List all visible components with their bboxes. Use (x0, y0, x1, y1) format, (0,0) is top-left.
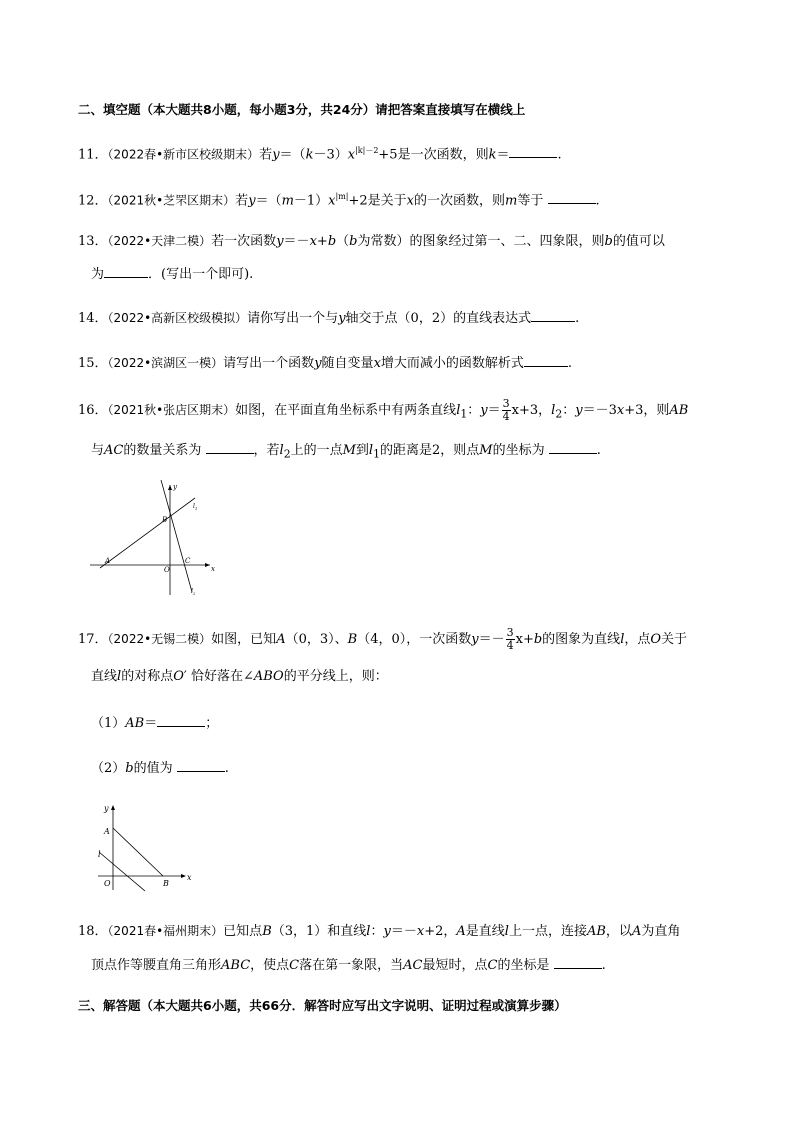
var-l: l (551, 403, 556, 418)
var-ac: AC (403, 958, 423, 973)
l1-label: $l_1$ (193, 503, 198, 511)
text: ＝（ (255, 193, 282, 209)
var-m: m (505, 193, 518, 209)
exponent: |k|－2 (355, 146, 379, 155)
text: －3） (313, 147, 348, 163)
point-b-label: B (163, 879, 169, 888)
text: 上一点，连接 (508, 924, 587, 939)
text: 的数量关系为 (123, 443, 206, 458)
question-16-line2 (91, 440, 601, 464)
var-k: k (305, 147, 314, 163)
question-17-part2 (91, 758, 229, 778)
var-o: O (650, 632, 662, 647)
var-y: y (338, 311, 346, 326)
figure-16-graph (90, 480, 220, 600)
text: ＝－3 (582, 403, 617, 418)
answer-blank[interactable] (509, 144, 557, 158)
question-number: 14． (78, 311, 108, 326)
var-b: B (262, 924, 272, 939)
text: 到 (355, 443, 369, 458)
answer-blank[interactable] (531, 308, 575, 322)
y-label: y (104, 804, 109, 813)
text: （3，1）和直线 (271, 924, 367, 939)
var-x: x (416, 924, 425, 939)
section-3-heading: 三、解答题（本大题共6小题，共66分．解答时应写出文字说明、证明过程或演算步骤） (78, 998, 567, 1013)
var-x: x (616, 403, 625, 418)
question-number: 18． (78, 924, 108, 939)
text: 请你写出一个与 (247, 311, 339, 326)
text: ，以 (605, 924, 632, 939)
figure-17-graph (93, 800, 203, 892)
var-y: y (480, 403, 488, 418)
text: 为常数）的图象经过第一、二、四象限，则 (357, 234, 605, 249)
var-b: b (533, 632, 543, 647)
text: +3，则 (624, 403, 670, 418)
var-x: x (373, 356, 381, 371)
text: ＝－ (283, 234, 310, 249)
question-number: 15． (78, 356, 108, 371)
point-b-label: B (162, 516, 168, 524)
origin-label: O (164, 566, 170, 574)
var-l: l (117, 669, 122, 684)
y-axis-arrow (111, 805, 115, 810)
var-m: M (342, 443, 356, 458)
question-15 (78, 353, 572, 373)
var-b: B (347, 632, 358, 647)
var-m: M (479, 443, 493, 458)
var-l: l (504, 924, 509, 939)
denominator: 4 (502, 410, 510, 423)
point-a-label: A (104, 827, 110, 836)
answer-blank[interactable] (548, 190, 596, 204)
question-11 (78, 142, 562, 164)
var-l: l (279, 443, 284, 458)
text: 是直线 (465, 924, 505, 939)
text: ； (205, 716, 219, 731)
text: 的图象为直线 (542, 632, 621, 647)
point-c-label: C (185, 557, 191, 565)
question-source: （2022•无锡二模） (107, 632, 212, 646)
subscript: 2 (283, 447, 291, 461)
var-b: b (327, 234, 337, 249)
subscript: 1 (373, 447, 380, 461)
numerator: 3 (506, 626, 514, 639)
text: ： (467, 403, 481, 418)
text: 已知点 (223, 924, 263, 939)
var-x: x (406, 193, 415, 209)
var-l: l (368, 443, 374, 458)
text: 如图，已知 (211, 632, 277, 647)
text: 上的一点 (290, 443, 343, 458)
question-source: （2021秋•张店区期末） (107, 403, 236, 417)
fraction (502, 398, 511, 423)
var-x: x (309, 234, 317, 249)
text: 为直角 (641, 924, 681, 939)
text: ＝－ (390, 924, 417, 939)
question-source: （2022•天津二模） (107, 234, 212, 248)
question-12 (78, 188, 600, 210)
text: 的值为 (133, 761, 177, 776)
text: 等于 (517, 193, 548, 209)
var-b: b (125, 761, 134, 776)
question-number: 17． (78, 632, 108, 647)
var-y: y (314, 356, 322, 371)
text: 增大而减小的函数解析式 (380, 356, 524, 371)
question-13 (78, 232, 665, 251)
question-number: 13． (78, 234, 108, 249)
var-c: C (289, 958, 300, 973)
var-y: y (575, 403, 583, 418)
x-label: x (187, 873, 192, 882)
var-ab: AB (586, 924, 606, 939)
question-17 (78, 627, 687, 652)
x-label: x (211, 565, 215, 573)
var-b: b (604, 234, 613, 249)
var-abo: ABO (253, 669, 284, 684)
question-source: （2021秋•芝罘区期末） (107, 193, 236, 208)
text: ′ 恰好落在∠ (183, 669, 254, 684)
var-o: O (173, 669, 184, 684)
text: . (601, 958, 606, 973)
var-k: k (488, 147, 497, 163)
var-ab: AB (669, 403, 689, 418)
subscript: 2 (555, 407, 563, 421)
text: 的一次函数，则 (414, 193, 506, 209)
origin-label: O (104, 879, 111, 888)
question-14 (78, 308, 579, 328)
point-a-label: A (105, 557, 111, 565)
text: 为 (91, 267, 105, 282)
var-l: l (456, 403, 461, 418)
question-17-part1 (91, 713, 218, 733)
text: ＝ (487, 403, 501, 418)
text: ．(写出一个即可). (148, 267, 254, 282)
var-c: C (487, 958, 498, 973)
text: 的距离是2，则点 (379, 443, 480, 458)
text: 顶点作等腰直角三角形 (91, 958, 222, 973)
text: （2） (91, 761, 126, 776)
text: ： (370, 924, 384, 939)
text: 轴交于点（0，2）的直线表达式 (345, 311, 532, 326)
text: . (596, 443, 601, 458)
var-x: x (328, 193, 336, 209)
text: 若 (235, 193, 249, 209)
var-y: y (276, 234, 284, 249)
question-source: （2022•高新区校级模拟） (107, 311, 248, 325)
var-b: b (349, 234, 358, 249)
text: . (595, 193, 600, 209)
answer-blank[interactable] (206, 440, 254, 454)
var-y: y (471, 632, 479, 647)
segment-ab (113, 828, 163, 876)
answer-blank[interactable] (157, 713, 205, 727)
text: . (575, 311, 580, 326)
question-18 (78, 922, 680, 941)
text: . (567, 356, 573, 371)
subscript: 1 (460, 407, 468, 421)
x-axis-arrow (205, 563, 210, 567)
var-a: A (631, 924, 642, 939)
numerator: 3 (502, 397, 510, 410)
text: . (224, 761, 229, 776)
l2-label: $l_2$ (191, 588, 196, 596)
text: 随自变量 (321, 356, 374, 371)
text: ＝（ (279, 147, 306, 163)
text: －1） (293, 193, 329, 209)
text: ＝ (496, 147, 510, 163)
var-l: l (620, 632, 625, 647)
answer-blank[interactable] (554, 955, 602, 969)
text: ，使点 (250, 958, 290, 973)
text: 最短时，点 (422, 958, 488, 973)
text: +2， (424, 924, 457, 939)
question-source: （2021春•福州期末） (107, 924, 224, 938)
text: ： (562, 403, 576, 418)
text: +5是一次函数，则 (378, 147, 489, 163)
text: 的坐标是 (497, 958, 554, 973)
text: 的对称点 (121, 669, 174, 684)
answer-blank[interactable] (524, 353, 568, 367)
text: （ (336, 234, 350, 249)
text: （1） (91, 716, 126, 731)
question-number: 16． (78, 403, 108, 418)
var-ab: AB (125, 716, 145, 731)
text: +2是关于 (348, 193, 407, 209)
exponent: |m| (335, 192, 349, 201)
question-13-line2 (91, 264, 253, 284)
text: 如图，在平面直角坐标系中有两条直线 (235, 403, 457, 418)
question-16 (78, 398, 688, 424)
question-number: 11． (78, 147, 108, 163)
var-abc: ABC (221, 958, 251, 973)
text: 的平分线上，则： (283, 669, 388, 684)
text: （4，0），一次函数 (357, 632, 472, 647)
var-x: x (347, 147, 356, 163)
text: ＝－ (478, 632, 505, 647)
text: 的坐标为 (492, 443, 549, 458)
question-source: （2022春•新市区校级期末） (107, 147, 260, 162)
denominator: 4 (506, 639, 514, 652)
text: + (316, 234, 328, 249)
fraction (506, 627, 515, 652)
text: 直线 (91, 669, 118, 684)
answer-blank[interactable] (549, 440, 597, 454)
text: . (557, 147, 562, 163)
text: 关于 (661, 632, 688, 647)
section-2-heading: 二、填空题（本大题共8小题，每小题3分，共24分）请把答案直接填写在横线上 (78, 102, 526, 117)
text: 若 (259, 147, 273, 163)
text: 的值可以 (612, 234, 665, 249)
text: 落在第一象限，当 (299, 958, 404, 973)
var-l: l (366, 924, 371, 939)
question-18-line2 (91, 955, 606, 975)
y-axis-arrow (168, 485, 172, 490)
answer-blank[interactable] (104, 264, 148, 278)
var-m: m (281, 193, 294, 209)
text: （0，3）、 (285, 632, 348, 647)
question-17-line2 (91, 668, 388, 686)
var-a: A (456, 924, 466, 939)
text: 若一次函数 (211, 234, 277, 249)
line-l-label: l (98, 850, 101, 859)
var-y: y (272, 147, 280, 163)
question-source: （2022•滨湖区一模） (107, 356, 224, 370)
text: x+3， (511, 403, 552, 418)
var-ac: AC (104, 443, 124, 458)
question-number: 12． (78, 193, 108, 209)
var-y: y (248, 193, 256, 209)
text: ，若 (253, 443, 280, 458)
text: x+ (515, 632, 534, 647)
text: ，点 (624, 632, 651, 647)
text: 请写出一个函数 (223, 356, 315, 371)
text: ＝ (144, 716, 158, 731)
y-label: y (173, 483, 177, 491)
line-l2 (161, 480, 192, 592)
var-y: y (383, 924, 391, 939)
text: 与 (91, 443, 105, 458)
x-axis-arrow (181, 874, 186, 878)
answer-blank[interactable] (177, 758, 225, 772)
var-a: A (276, 632, 286, 647)
